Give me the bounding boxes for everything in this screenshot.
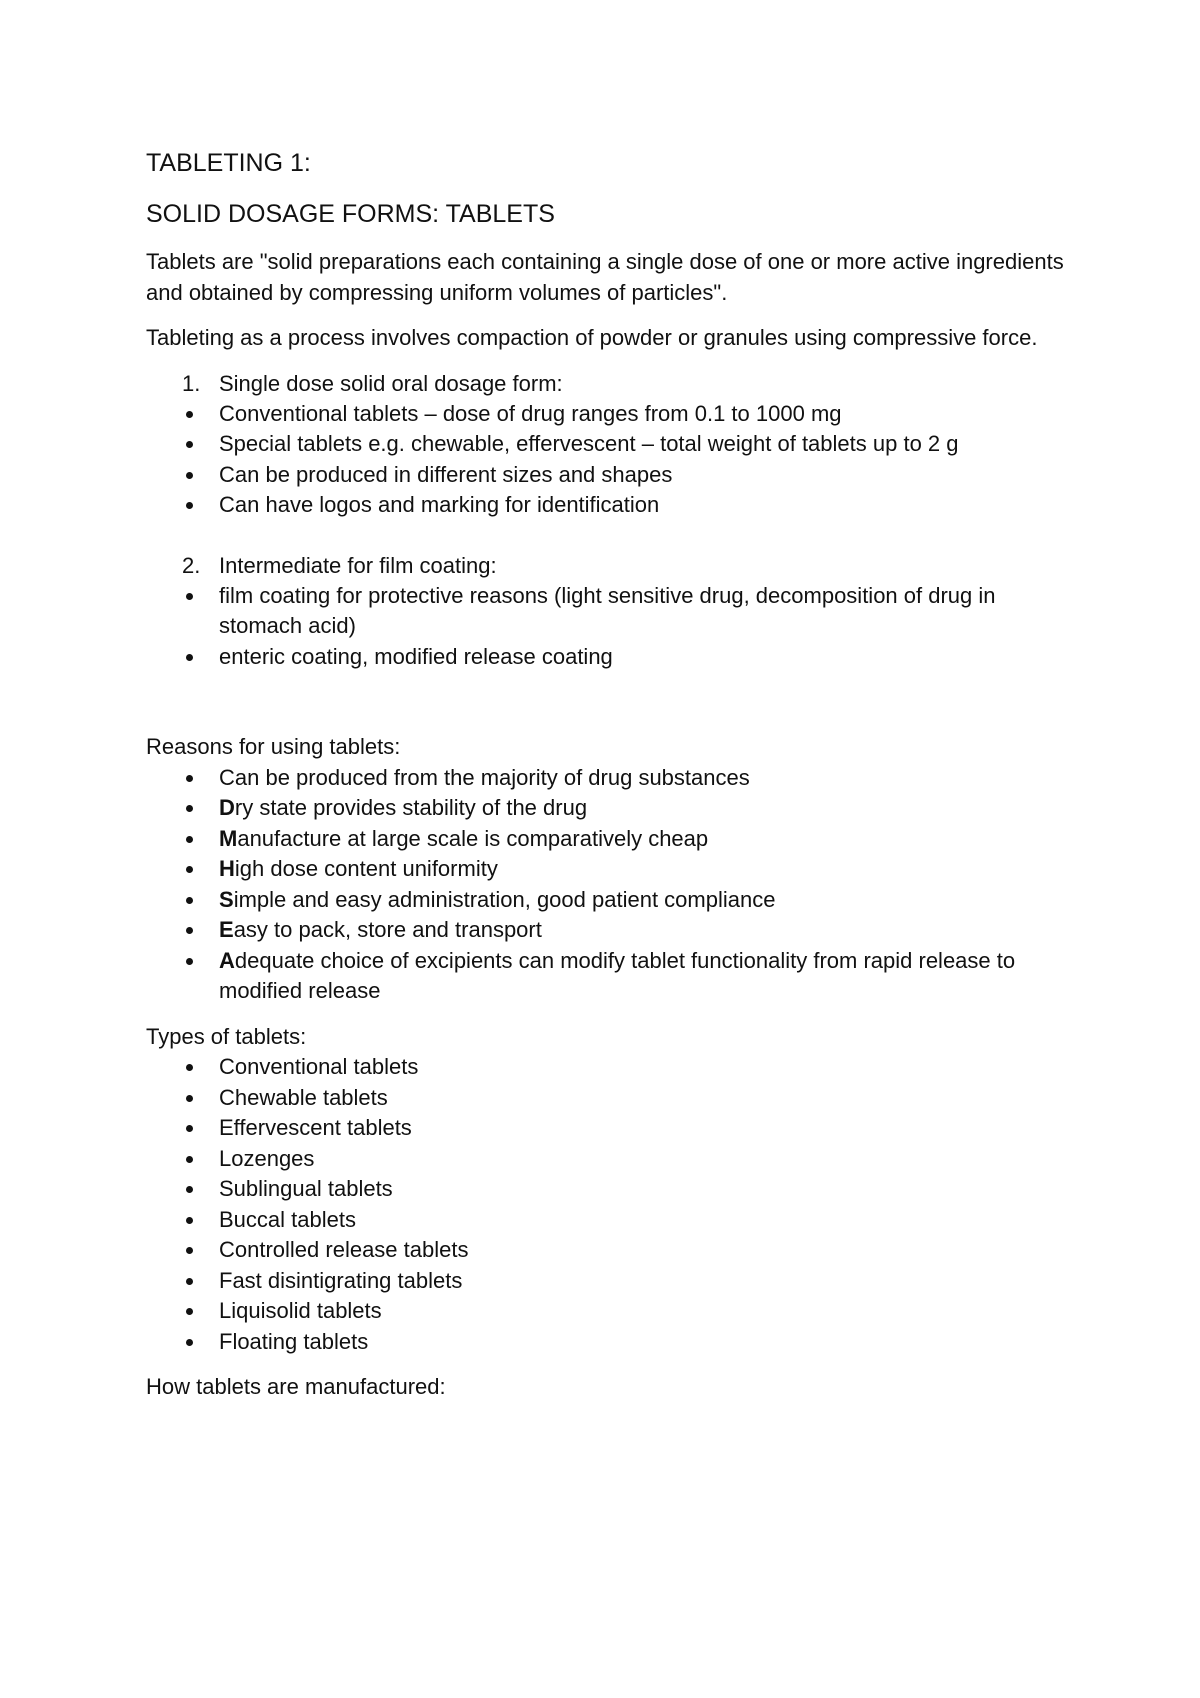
list-item-text: Fast disintigrating tablets xyxy=(219,1267,463,1293)
list-item-text: asy to pack, store and transport xyxy=(233,917,542,942)
list-item-text: dequate choice of excipients can modify tablet functionality from rapid release to modified release xyxy=(219,947,1016,1003)
list-item-text: igh dose content uniformity xyxy=(234,856,498,881)
list-item-text: Chewable tablets xyxy=(219,1084,388,1110)
types-list xyxy=(146,1052,1066,1357)
list-item-text: film coating for protective reasons (light sensitive drug, decomposition of drug in stomach acid) xyxy=(219,582,996,638)
bullet-icon xyxy=(186,654,193,661)
bullet-icon xyxy=(186,805,193,812)
list-item xyxy=(146,1174,1066,1205)
bullet-icon xyxy=(186,836,193,843)
list-item xyxy=(146,824,1066,855)
bullet-icon xyxy=(186,441,193,448)
list-item xyxy=(146,642,1066,673)
document-title: TABLETING 1: xyxy=(146,149,311,177)
list-item xyxy=(146,1144,1066,1175)
manufactured-heading: How tablets are manufactured: xyxy=(146,1374,446,1399)
reason-lead-letter: D xyxy=(219,795,235,820)
bullet-icon xyxy=(186,897,193,904)
process-paragraph: Tableting as a process involves compaction of powder or granules using compressive force. xyxy=(146,325,1038,350)
section-1-heading-text: Single dose solid oral dosage form: xyxy=(219,370,563,396)
bullet-icon xyxy=(186,775,193,782)
bullet-icon xyxy=(186,866,193,873)
list-item-text: ry state provides stability of the drug xyxy=(234,795,588,820)
bullet-icon xyxy=(186,1278,193,1285)
bullet-icon xyxy=(186,958,193,965)
list-item xyxy=(146,854,1066,885)
list-item xyxy=(146,399,1066,430)
reason-lead-letter: A xyxy=(219,947,235,973)
list-item-text: Conventional tablets – dose of drug ranges from 0.1 to 1000 mg xyxy=(219,400,842,426)
bullet-icon xyxy=(186,1064,193,1071)
list-item xyxy=(146,1235,1066,1266)
list-item xyxy=(146,1052,1066,1083)
section-2-number: 2. xyxy=(182,552,201,578)
document-subtitle: SOLID DOSAGE FORMS: TABLETS xyxy=(146,200,555,228)
list-item-text: Liquisolid tablets xyxy=(219,1298,382,1323)
list-item xyxy=(146,490,1066,521)
list-item-text: Conventional tablets xyxy=(219,1054,419,1079)
list-item xyxy=(146,763,1066,794)
bullet-icon xyxy=(186,1125,193,1132)
list-item xyxy=(146,946,1066,1007)
list-item xyxy=(146,1083,1066,1114)
list-item xyxy=(146,793,1066,824)
types-heading: Types of tablets: xyxy=(146,1023,307,1049)
reason-lead-letter: S xyxy=(219,886,234,912)
bullet-icon xyxy=(186,927,193,934)
bullet-icon xyxy=(186,593,193,600)
list-item xyxy=(146,429,1066,460)
list-item-text: Sublingual tablets xyxy=(219,1176,393,1201)
list-item-text: enteric coating, modified release coating xyxy=(219,643,613,669)
reason-lead-letter: H xyxy=(219,856,235,881)
section-2-list xyxy=(146,581,1066,673)
section-1-number: 1. xyxy=(182,370,201,396)
list-item xyxy=(146,1296,1066,1327)
document-content xyxy=(146,148,1066,1403)
list-item-text: Buccal tablets xyxy=(219,1206,356,1232)
bullet-icon xyxy=(186,1156,193,1163)
list-item xyxy=(146,1205,1066,1236)
list-item-text: Can be produced in different sizes and shapes xyxy=(219,461,673,487)
bullet-icon xyxy=(186,1247,193,1254)
list-item-text: anufacture at large scale is comparatively cheap xyxy=(237,825,709,851)
list-item xyxy=(146,1113,1066,1144)
reasons-list xyxy=(146,763,1066,1007)
list-item-text: Lozenges xyxy=(219,1145,315,1171)
list-item-text: Floating tablets xyxy=(219,1328,369,1354)
bullet-icon xyxy=(186,1217,193,1224)
list-item-text: Effervescent tablets xyxy=(219,1115,412,1140)
section-1-list xyxy=(146,399,1066,521)
bullet-icon xyxy=(186,1308,193,1315)
bullet-icon xyxy=(186,1339,193,1346)
section-1-heading xyxy=(146,369,1066,399)
list-item xyxy=(146,460,1066,491)
list-item-text: Special tablets e.g. chewable, effervescent – total weight of tablets up to 2 g xyxy=(219,431,959,456)
list-item xyxy=(146,1266,1066,1297)
list-item xyxy=(146,1327,1066,1358)
list-item xyxy=(146,915,1066,946)
bullet-icon xyxy=(186,472,193,479)
reasons-heading: Reasons for using tablets: xyxy=(146,734,401,759)
list-item xyxy=(146,885,1066,916)
definition-paragraph: Tablets are "solid preparations each containing a single dose of one or more active ingredients and obtained by compressing uniform volumes of particles". xyxy=(146,249,1064,305)
bullet-icon xyxy=(186,1095,193,1102)
section-2-heading-text: Intermediate for film coating: xyxy=(219,552,497,578)
list-item-text: Can have logos and marking for identification xyxy=(219,492,660,517)
list-item-text: imple and easy administration, good patient compliance xyxy=(233,886,776,912)
section-2-heading xyxy=(146,551,1066,581)
list-item xyxy=(146,581,1066,642)
list-item-text: Can be produced from the majority of drug substances xyxy=(219,764,750,790)
reason-lead-letter: M xyxy=(219,825,238,851)
list-item-text: Controlled release tablets xyxy=(219,1237,469,1262)
reason-lead-letter: E xyxy=(219,917,234,942)
bullet-icon xyxy=(186,502,193,509)
bullet-icon xyxy=(186,411,193,418)
bullet-icon xyxy=(186,1186,193,1193)
